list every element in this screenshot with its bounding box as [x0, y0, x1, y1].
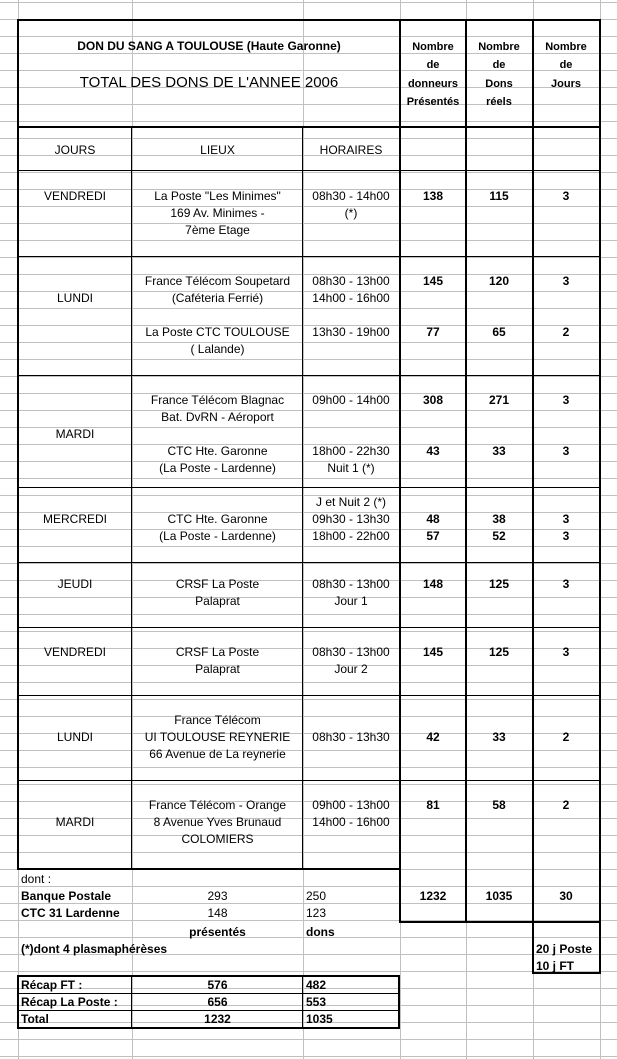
section-separator [18, 780, 600, 781]
grid-row-line [0, 36, 617, 37]
header-jours-3: Jours [551, 78, 581, 90]
grid-row-line [0, 767, 617, 768]
header-jours-1: Nombre [545, 41, 587, 53]
recap-poste-dons: 553 [306, 995, 327, 1009]
numeric-col-border [599, 19, 601, 974]
row-horaire-line: 08h30 - 13h00 [312, 645, 390, 659]
summary-dont-label: dont : [21, 872, 52, 886]
row-presentes: 43 [426, 444, 440, 458]
summary-dons-caption: dons [306, 925, 335, 939]
row-jours: 3 [562, 189, 570, 203]
row-lieu-line: CRSF La Poste [175, 645, 260, 659]
row-horaire-line: 09h30 - 13h30 [312, 512, 390, 526]
totals-border-bottom [399, 921, 601, 923]
header-presentes-4: Présentés [406, 96, 460, 108]
row-reels: 65 [492, 325, 506, 339]
grid-row-line [0, 376, 617, 377]
grid-row-line [0, 750, 617, 751]
row-presentes: 42 [426, 730, 440, 744]
grid-row-line [0, 410, 617, 411]
header-reels-1: Nombre [478, 41, 520, 53]
grid-row-line [0, 2, 617, 3]
row-day: VENDREDI [43, 645, 106, 659]
row-jours: 3 [562, 645, 570, 659]
row-horaire-line: 13h30 - 19h00 [312, 325, 390, 339]
summary-banque-dons: 250 [306, 889, 327, 903]
grid-row-line [0, 223, 617, 224]
recap-ft-presentes: 576 [207, 978, 228, 992]
row-lieu-line: 7ème Etage [185, 223, 250, 237]
row-lieu-line: La Poste "Les Minimes" [154, 189, 281, 203]
recap-ft-label: Récap FT : [21, 978, 83, 992]
row-jours: 2 [562, 798, 570, 812]
row-jours: 3 [562, 393, 570, 407]
row-day: MARDI [55, 427, 95, 441]
row-lieu-line: France Télécom Blagnac [150, 393, 285, 407]
row-horaire-line: (*) [344, 206, 358, 220]
grid-row-line [0, 886, 617, 887]
section-separator [18, 562, 600, 563]
row-day: MARDI [55, 815, 95, 829]
recap-total-label: Total [21, 1012, 49, 1026]
grid-row-line [0, 716, 617, 717]
header-reels-3: Dons [485, 78, 513, 90]
row-horaire-line: 08h30 - 13h00 [312, 577, 390, 591]
row-horaire-line: J et Nuit 2 (*) [315, 495, 387, 509]
table-border-bottom [17, 868, 401, 870]
document-title: DON DU SANG A TOULOUSE (Haute Garonne) [77, 39, 341, 53]
total-presentes: 1232 [419, 889, 447, 903]
row-lieu-line: 66 Avenue de La reynerie [149, 747, 286, 761]
row-lieu-line: Bat. DvRN - Aéroport [161, 410, 274, 424]
grid-row-line [0, 682, 617, 683]
grid-row-line [0, 563, 617, 564]
row-presentes: 138 [422, 189, 444, 203]
total-reels: 1035 [485, 889, 513, 903]
grid-row-line [0, 138, 617, 139]
grid-row-line [0, 308, 617, 309]
row-horaire-line: Jour 1 [334, 594, 368, 608]
section-separator [18, 170, 600, 171]
section-separator [18, 695, 600, 696]
recap-poste-label: Récap La Poste : [21, 995, 118, 1009]
table-border-top [17, 19, 601, 21]
grid-row-line [0, 342, 617, 343]
row-horaire-line: 18h00 - 22h30 [312, 444, 390, 458]
summary-ctc-dons: 123 [306, 906, 327, 920]
row-horaire-line: Jour 2 [334, 662, 368, 676]
recap-poste-presentes: 656 [207, 995, 228, 1009]
row-reels: 120 [488, 274, 510, 288]
row-day: LUNDI [56, 730, 93, 744]
row-lieu-line: France Télécom [174, 713, 261, 727]
grid-row-line [0, 971, 617, 972]
header-jours-2: de [559, 59, 573, 71]
grid-row-line [0, 852, 617, 853]
summary-banque-presentes: 293 [207, 889, 228, 903]
summary-presentes-caption: présentés [189, 925, 246, 939]
row-lieu-line: CTC Hte. Garonne [167, 512, 268, 526]
section-separator [18, 256, 600, 257]
row-lieu-line: (Caféteria Ferrié) [171, 291, 264, 305]
row-day: JEUDI [57, 577, 93, 591]
total-jours: 30 [559, 889, 573, 903]
numeric-col-border [399, 19, 401, 923]
row-lieu-line: 169 Av. Minimes - [170, 206, 265, 220]
row-reels: 58 [492, 798, 506, 812]
row-presentes: 145 [422, 274, 444, 288]
row-lieu-line: UI TOULOUSE REYNERIE [144, 730, 291, 744]
grid-row-line [0, 172, 617, 173]
row-jours: 3 [562, 529, 570, 543]
row-jours: 2 [562, 730, 570, 744]
row-day: MERCREDI [42, 512, 107, 526]
header-reels-4: réels [486, 96, 512, 108]
column-horaires: HORAIRES [319, 143, 383, 157]
row-reels: 38 [492, 512, 506, 526]
grid-row-line [0, 631, 617, 632]
summary-ctc-label: CTC 31 Lardenne [21, 906, 120, 920]
row-lieu-line: France Télécom Soupetard [144, 274, 291, 288]
recap-border-right [398, 975, 400, 1029]
row-jours: 3 [562, 512, 570, 526]
grid-row-line [0, 784, 617, 785]
row-presentes: 148 [422, 577, 444, 591]
row-lieu-line: La Poste CTC TOULOUSE [145, 325, 290, 339]
grid-row-line [0, 478, 617, 479]
recap-ft-dons: 482 [306, 978, 327, 992]
summary-banque-label: Banque Postale [21, 889, 112, 903]
document-subtitle: TOTAL DES DONS DE L'ANNEE 2006 [79, 74, 339, 91]
grid-row-line [0, 546, 617, 547]
row-lieu-line: ( Lalande) [190, 342, 245, 356]
grid-row-line [0, 835, 617, 836]
row-horaire-line: 14h00 - 16h00 [312, 291, 390, 305]
column-lieux: LIEUX [200, 143, 235, 157]
header-presentes-2: de [426, 59, 440, 71]
row-lieu-line: (La Poste - Lardenne) [159, 529, 276, 543]
grid-row-line [0, 614, 617, 615]
jours-ft: 10 j FT [536, 959, 575, 973]
row-horaire-line: 14h00 - 16h00 [312, 815, 390, 829]
row-presentes: 48 [426, 512, 440, 526]
header-border-bottom [17, 126, 601, 128]
grid-row-line [0, 240, 617, 241]
row-horaire-line: 09h00 - 14h00 [312, 393, 390, 407]
header-presentes-1: Nombre [412, 41, 454, 53]
grid-row-line [0, 257, 617, 258]
recap-border-left [17, 975, 19, 1029]
header-reels-2: de [492, 59, 506, 71]
row-lieu-line: (La Poste - Lardenne) [159, 461, 276, 475]
row-reels: 33 [492, 444, 506, 458]
row-horaire-line: Nuit 1 (*) [327, 461, 375, 475]
grid-row-line [0, 1056, 617, 1057]
grid-row-line [0, 699, 617, 700]
row-horaire-line: 08h30 - 13h00 [312, 274, 390, 288]
row-presentes: 145 [422, 645, 444, 659]
section-separator [18, 627, 600, 628]
numeric-col-border [465, 19, 467, 923]
grid-row-line [0, 121, 617, 122]
summary-ctc-presentes: 148 [207, 906, 228, 920]
row-lieu-line: CRSF La Poste [175, 577, 260, 591]
row-lieu-line: COLOMIERS [181, 832, 254, 846]
row-lieu-line: CTC Hte. Garonne [167, 444, 268, 458]
row-presentes: 57 [426, 529, 440, 543]
recap-total-presentes: 1232 [204, 1012, 231, 1026]
numeric-col-border [532, 19, 534, 974]
row-horaire-line: 09h00 - 13h00 [312, 798, 390, 812]
summary-note: (*)dont 4 plasmaphérèses [21, 942, 168, 956]
row-jours: 3 [562, 444, 570, 458]
row-lieu-line: 8 Avenue Yves Brunaud [153, 815, 282, 829]
jours-poste: 20 j Poste [536, 942, 593, 956]
row-reels: 52 [492, 529, 506, 543]
grid-row-line [0, 359, 617, 360]
row-jours: 3 [562, 274, 570, 288]
row-presentes: 81 [426, 798, 440, 812]
row-reels: 125 [488, 645, 510, 659]
row-reels: 33 [492, 730, 506, 744]
column-jours: JOURS [54, 143, 96, 157]
recap-total-dons: 1035 [306, 1012, 333, 1026]
row-reels: 125 [488, 577, 510, 591]
row-horaire-line: 18h00 - 22h00 [312, 529, 390, 543]
row-day: LUNDI [56, 291, 93, 305]
grid-row-line [0, 1039, 617, 1040]
row-presentes: 77 [426, 325, 440, 339]
section-separator [18, 375, 600, 376]
row-reels: 115 [489, 189, 509, 203]
row-lieu-line: France Télécom - Orange [148, 798, 287, 812]
row-lieu-line: Palaprat [195, 662, 240, 676]
row-presentes: 308 [422, 393, 444, 407]
row-day: VENDREDI [43, 189, 106, 203]
row-horaire-line: 08h30 - 14h00 [312, 189, 390, 203]
header-presentes-3: donneurs [407, 78, 459, 90]
row-jours: 3 [562, 577, 570, 591]
row-lieu-line: Palaprat [195, 594, 240, 608]
row-reels: 271 [488, 393, 510, 407]
row-jours: 2 [562, 325, 570, 339]
section-separator [18, 487, 600, 488]
row-horaire-line: 08h30 - 13h30 [312, 730, 390, 744]
